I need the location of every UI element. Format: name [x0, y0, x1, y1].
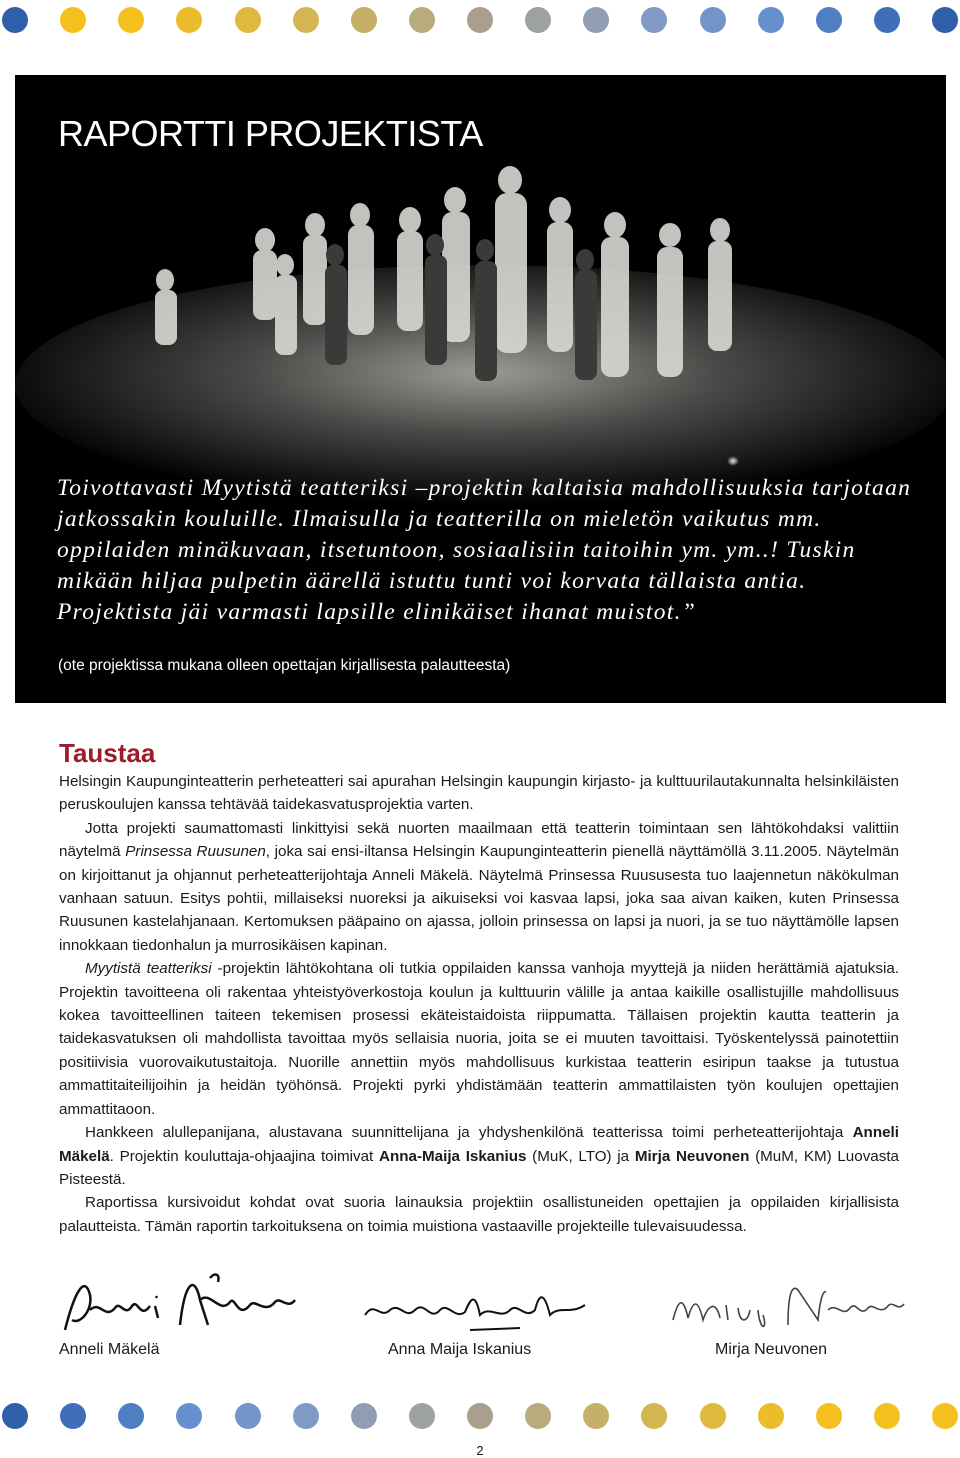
top-dot-border	[0, 5, 960, 35]
decorative-dot	[293, 7, 319, 33]
paragraph-3: Myytistä teatteriksi -projektin lähtökohtana oli tutkia oppilaiden kanssa vanhoja myyttejä ja niiden herättämiä ajatuksia. Projektin tavoitteena oli rakentaa yhteistyöverkostoja koulun ja kulttuurin välille ja antaa kaikille osallistujille mahdollisuus kokea tavoitteellinen taiteen tekemisen prosessi ekäteistaidoista riippumatta. Tällaisen projektin kautta teatterin ja taidekasvatuksen oli mahdollista tavoittaa myös sellaisia nuoria, joita se ei muuten tavoittaisi. Työskentelyssä painotettiin positiivisia vuorovaikutustaitoja. Nuorille annettiin myös mahdollisuus kurkistaa teatterin esiripun taakse ja tutustua ammattitaiteilijoihin ja heidän työhönsä. Projekti pyrki yhdistämään teatterin ammattilaisten työn koulujen opettajien ammattitaoon.	[59, 960, 899, 1118]
decorative-dot	[118, 7, 144, 33]
decorative-dot	[583, 1403, 609, 1429]
decorative-dot	[467, 7, 493, 33]
decorative-dot	[60, 7, 86, 33]
page-number: 2	[476, 1443, 484, 1458]
decorative-dot	[874, 7, 900, 33]
decorative-dot	[874, 1403, 900, 1429]
paragraph-4: Hankkeen alullepanijana, alustavana suunnittelijana ja yhdyshenkilönä teatterissa toimi perheteatterijohtaja Anneli Mäkelä. Projektin kouluttaja-ohjaajina toimivat Anna-Maija Iskanius (MuK, LTO) ja Mirja Neuvonen (MuM, KM) Luovasta Pisteestä.	[59, 1124, 899, 1188]
decorative-dot	[758, 7, 784, 33]
play-title: Prinsessa Ruusunen	[125, 843, 266, 861]
decorative-dot	[932, 7, 958, 33]
decorative-dot	[641, 1403, 667, 1429]
decorative-dot	[2, 1403, 28, 1429]
signature-name-3: Mirja Neuvonen	[715, 1341, 828, 1358]
decorative-dot	[525, 1403, 551, 1429]
bottom-dot-border	[0, 1401, 960, 1431]
decorative-dot	[583, 7, 609, 33]
signature-name-1: Anneli Mäkelä	[59, 1341, 160, 1358]
body-text	[59, 770, 899, 1238]
quote-source: (ote projektissa mukana olleen opettajan kirjallisesta palautteesta)	[58, 657, 511, 674]
signature-anna-maija-iskanius	[360, 1270, 590, 1340]
decorative-dot	[235, 7, 261, 33]
decorative-dot	[60, 1403, 86, 1429]
decorative-dot	[409, 1403, 435, 1429]
signature-name-2: Anna Maija Iskanius	[388, 1341, 532, 1358]
decorative-dot	[758, 1403, 784, 1429]
decorative-dot	[2, 7, 28, 33]
decorative-dot	[700, 7, 726, 33]
decorative-dot	[641, 7, 667, 33]
decorative-dot	[467, 1403, 493, 1429]
decorative-dot	[176, 1403, 202, 1429]
decorative-dot	[816, 7, 842, 33]
paragraph-1: Helsingin Kaupunginteatterin perheteatteri sai apurahan Helsingin kaupungin kirjasto- ja kulttuurilautakunnalta helsinkiläisten peruskoulujen kanssa tehtävää taidekasvatusprojektia varten.	[59, 773, 899, 814]
decorative-dot	[816, 1403, 842, 1429]
project-title: Myytistä teatteriksi	[85, 960, 212, 978]
section-heading: Taustaa	[59, 738, 156, 768]
decorative-dot	[235, 1403, 261, 1429]
signature-anneli-makela	[60, 1270, 300, 1340]
stage-light	[727, 456, 739, 466]
teacher-quote: Toivottavasti Myytistä teatteriksi –projektin kaltaisia mahdollisuuksia tarjotaan jatkossakin kouluille. Ilmaisulla ja teatterilla on mieletön vaikutus mm. oppilaiden minäkuvaan, itsetuntoon, sosiaalisiin taitoihin ym. ym..! Tuskin mikään hiljaa pulpetin äärellä istuttu tunti voi korvata tällaista antia. Projektista jäi varmasti lapsille elinikäiset ihanat muistot.”	[57, 475, 912, 625]
decorative-dot	[525, 7, 551, 33]
decorative-dot	[932, 1403, 958, 1429]
signature-mirja-neuvonen	[668, 1270, 908, 1340]
hero-photo-panel	[15, 75, 946, 703]
decorative-dot	[118, 1403, 144, 1429]
decorative-dot	[351, 1403, 377, 1429]
decorative-dot	[409, 7, 435, 33]
paragraph-2: Jotta projekti saumattomasti linkittyisi sekä nuorten maailmaan että teatterin toimintaan sen lähtökohdaksi valittiin näytelmä Prinsessa Ruusunen, joka sai ensi-iltansa Helsingin Kaupunginteatterin pienellä näyttämöllä 3.11.2005. Näytelmän on kirjoittanut ja ohjannut perheteatterijohtaja Anneli Mäkelä. Näytelmä Prinsessa Ruususesta tuo laajennetun näkökulman vanhaan satuun. Esitys pohtii, millaiseksi nuoreksi ja aikuiseksi voi kasvaa lapsi, joka saa aivan kaiken, kuten Prinsessa Ruusunen kastelahjanaan. Kertomuksen pääpaino on ajassa, jolloin prinsessa on lapsi ja nuori, ja se tuo näyttämölle lapsen innokkaan tiedonhalun ja murrosikäisen kapinan.	[59, 819, 899, 954]
decorative-dot	[700, 1403, 726, 1429]
paragraph-5: Raportissa kursivoidut kohdat ovat suoria lainauksia projektiin osallistuneiden opettajien ja oppilaiden kirjallisista palautteista. Tämän raportin tarkoituksena on toimia muistiona vastaaville projekteille tulevaisuudessa.	[59, 1194, 899, 1235]
decorative-dot	[293, 1403, 319, 1429]
report-title: RAPORTTI PROJEKTISTA	[58, 113, 483, 154]
decorative-dot	[351, 7, 377, 33]
decorative-dot	[176, 7, 202, 33]
